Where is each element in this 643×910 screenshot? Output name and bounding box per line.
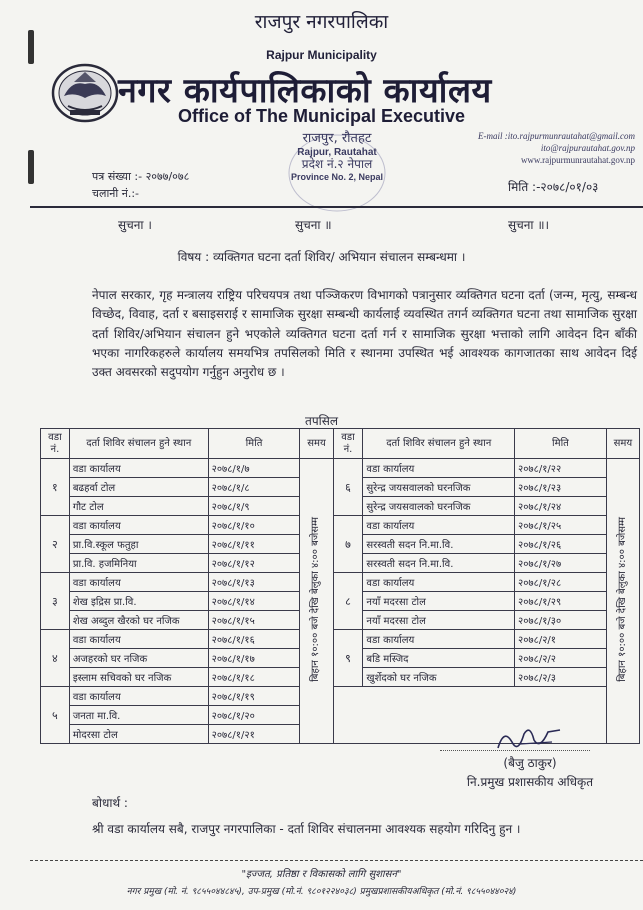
ref-number: पत्र संख्या :- २०७७/०७८ [92,170,190,183]
cc-recipients: श्री वडा कार्यालय सबै, राजपुर नगरपालिका - दर्ता शिविर संचालनमा आवश्यक सहयोग गरिदिनु हुन । [92,822,521,836]
camp-date: २०७८/१/२८ [515,573,607,592]
camp-date: २०७८/१/२५ [515,516,607,535]
email-primary: E-mail :ito.rajpurmunrautahat@gmail.com [477,131,635,141]
email-secondary: ito@rajpurautahat.gov.np [540,143,635,154]
camp-place: बढहर्वा टोल [69,478,208,497]
stamp-city-np: राजपुर, रौतहट [302,131,372,146]
signer-name: (बैजु ठाकुर) [503,756,557,770]
table-row [41,687,640,706]
camp-place: वडा कार्यालय [363,459,515,478]
camp-date: २०७८/१/१३ [208,573,300,592]
subject-line: विषय : व्यक्तिगत घटना दर्ता शिविर/ अभियान संचालन सम्बन्धमा । [177,250,466,264]
schedule-table [40,428,640,744]
table-row [41,459,640,478]
camp-place: नयाँ मदरसा टोल [363,611,515,630]
camp-date: २०७८/१/१८ [208,668,300,687]
contact-info [430,130,635,166]
camp-date: २०७८/१/९ [208,497,300,516]
camp-date: २०७८/१/१० [208,516,300,535]
camp-date: २०७८/१/२१ [208,725,300,744]
table-row [41,516,640,535]
camp-date: २०७८/१/१७ [208,649,300,668]
table-row [41,630,640,649]
camp-place: अजहरको घर नजिक [69,649,208,668]
website: www.rajpurmunrautahat.gov.np [520,155,635,166]
camp-place: शेख अब्दुल खैरको घर नजिक [69,611,208,630]
notice-label-1: सुचना । [118,218,152,232]
camp-date: २०७८/१/१६ [208,630,300,649]
municipality-name-np: राजपुर नगरपालिका [254,11,389,33]
camp-date: २०७८/१/१२ [208,554,300,573]
camp-time [606,459,639,744]
camp-place: वडा कार्यालय [69,630,208,649]
camp-date: २०७८/२/३ [515,668,607,687]
camp-date: २०७८/२/२ [515,649,607,668]
camp-place: वडा कार्यालय [69,573,208,592]
camp-date: २०७८/१/११ [208,535,300,554]
cc-label: बोधार्थ : [92,796,128,810]
header-date: मिति [515,429,607,459]
camp-time [300,459,333,744]
camp-place: वडा कार्यालय [363,573,515,592]
camp-place: वडा कार्यालय [69,516,208,535]
camp-date: २०७८/१/८ [208,478,300,497]
stamp-city-en: Rajpur, Rautahat [297,146,377,158]
camp-date: २०७८/१/१९ [208,687,300,706]
table-row [41,573,640,592]
stamp-province-np: प्रदेश नं.२ नेपाल [301,157,373,172]
camp-date: २०७८/२/१ [515,630,607,649]
header-ward: वडा नं. [41,429,70,459]
stamp-province-en: Province No. 2, Nepal [290,172,384,183]
ward-number: २ [41,516,70,573]
address-stamp [282,132,392,183]
header-divider [30,206,643,208]
camp-date: २०७८/१/१५ [208,611,300,630]
reference-block [92,168,189,202]
camp-place: प्रा.वि.स्कूल फतुहा [69,535,208,554]
camp-date: २०७८/१/२४ [515,497,607,516]
body-paragraph: नेपाल सरकार, गृह मन्त्रालय राष्ट्रिय परिचयपत्र तथा पञ्जिकरण विभागको पत्रानुसार व्यक्तिगत घटना दर्ता (जन्म, मृत्यु, सम्बन्ध विच्छेद, विवाह, दर्ता र बसाइसराई र सामाजिक सुरक्षा सम्बन्धी कार्यलाई व्यवस्थित तगर्न व्यक्तिगत घटना तथा सामाजिक सुरक्षा दर्ता शिविर/अभियान संचालन हुने भएकोले व्यक्तिगत घटना दर्ता गर्न र सामाजिक सुरक्षा भत्ताको लागि आवेदन दिन बाँकी भएका नागरिकहरुले कार्यालय समयभित्र तपसिलको मिति र स्थानमा उपस्थित भई आवश्यक कागजातका साथ आवेदन दिई उक्त अवसरको सदुपयोग गर्नुहुन अनुरोध छ । [92,288,637,380]
camp-place: वडा कार्यालय [69,459,208,478]
camp-place: वडा कार्यालय [363,516,515,535]
signer-title: नि.प्रमुख प्रशासकीय अधिकृत [466,775,594,790]
letter-date: मिति :-२०७८/०१/०३ [508,180,599,194]
footer-contacts: नगर प्रमुख (मो. नं. ९८५५०४४८४५), उप-प्रमुख (मो.नं. ९८०१२२४०३८) प्रमुखप्रशासकीयअधिकृत (मो.नं. ९८५५०४४०२४) [126,887,517,897]
camp-place: खुर्शेदको घर नजिक [363,668,515,687]
ward-number: ३ [41,573,70,630]
punch-hole-mark [28,150,34,184]
camp-date: २०७८/१/२६ [515,535,607,554]
camp-date: २०७८/१/७ [208,459,300,478]
camp-place: सरस्वती सदन नि.मा.वि. [363,535,515,554]
office-title-np: नगर कार्यपालिकाको कार्यालय [118,71,492,111]
header-time: समय [606,429,639,459]
camp-place: प्रा.वि. हजमिनिया [69,554,208,573]
camp-time-text: बिहान १०:०० बजे देखि बेलुका ४:०० बजेसम्म [310,517,322,682]
signature-line [440,750,590,751]
ward-number: ५ [41,687,70,744]
header-place: दर्ता शिविर संचालन हुने स्थान [363,429,515,459]
header-place: दर्ता शिविर संचालन हुने स्थान [69,429,208,459]
camp-place: वडा कार्यालय [363,630,515,649]
camp-place: सुरेन्द्र जयसवालको घरनजिक [363,478,515,497]
dispatch-number: चलानी नं.:- [92,187,140,201]
header-ward: वडा नं. [333,429,363,459]
ward-number: ६ [333,459,363,516]
ward-number: १ [41,459,70,516]
camp-place: इस्लाम सचिवको घर नजिक [69,668,208,687]
notice-label-2: सुचना ॥ [295,218,332,232]
schedule-title: तपसिल [304,414,338,428]
footer-motto: "इज्जत, प्रतिष्ठा र विकासको लागि सुशासन" [241,869,402,880]
ward-number: ७ [333,516,363,573]
footer-divider [30,860,643,861]
office-title-en: Office of The Municipal Executive [177,106,466,126]
notice-label-3: सुचना ॥। [508,218,550,232]
camp-place: सरस्वती सदन नि.मा.वि. [363,554,515,573]
camp-date: २०७८/१/२७ [515,554,607,573]
ward-number: ८ [333,573,363,630]
camp-place: नयाँ मदरसा टोल [363,592,515,611]
camp-place: शेख इद्रिस प्रा.वि. [69,592,208,611]
camp-date: २०७८/१/२९ [515,592,607,611]
camp-place: गौट टोल [69,497,208,516]
camp-place: वडा कार्यालय [69,687,208,706]
camp-place: जनता मा.वि. [69,706,208,725]
camp-date: २०७८/१/१४ [208,592,300,611]
camp-date: २०७८/१/२२ [515,459,607,478]
camp-time-text: बिहान १०:०० बजे देखि बेलुका ४:०० बजेसम्म [616,517,628,682]
camp-place: सुरेन्द्र जयसवालको घरनजिक [363,497,515,516]
camp-place: मोदरसा टोल [69,725,208,744]
table-header-row [41,429,640,459]
camp-date: २०७८/१/३० [515,611,607,630]
header-date: मिति [208,429,300,459]
municipality-name-en: Rajpur Municipality [266,48,377,62]
ward-number: ४ [41,630,70,687]
signer-block [430,754,630,792]
header-time: समय [300,429,333,459]
camp-date: २०७८/१/२० [208,706,300,725]
ward-number: ९ [333,630,363,687]
camp-date: २०७८/१/२३ [515,478,607,497]
camp-place: बडि मस्जिद [363,649,515,668]
